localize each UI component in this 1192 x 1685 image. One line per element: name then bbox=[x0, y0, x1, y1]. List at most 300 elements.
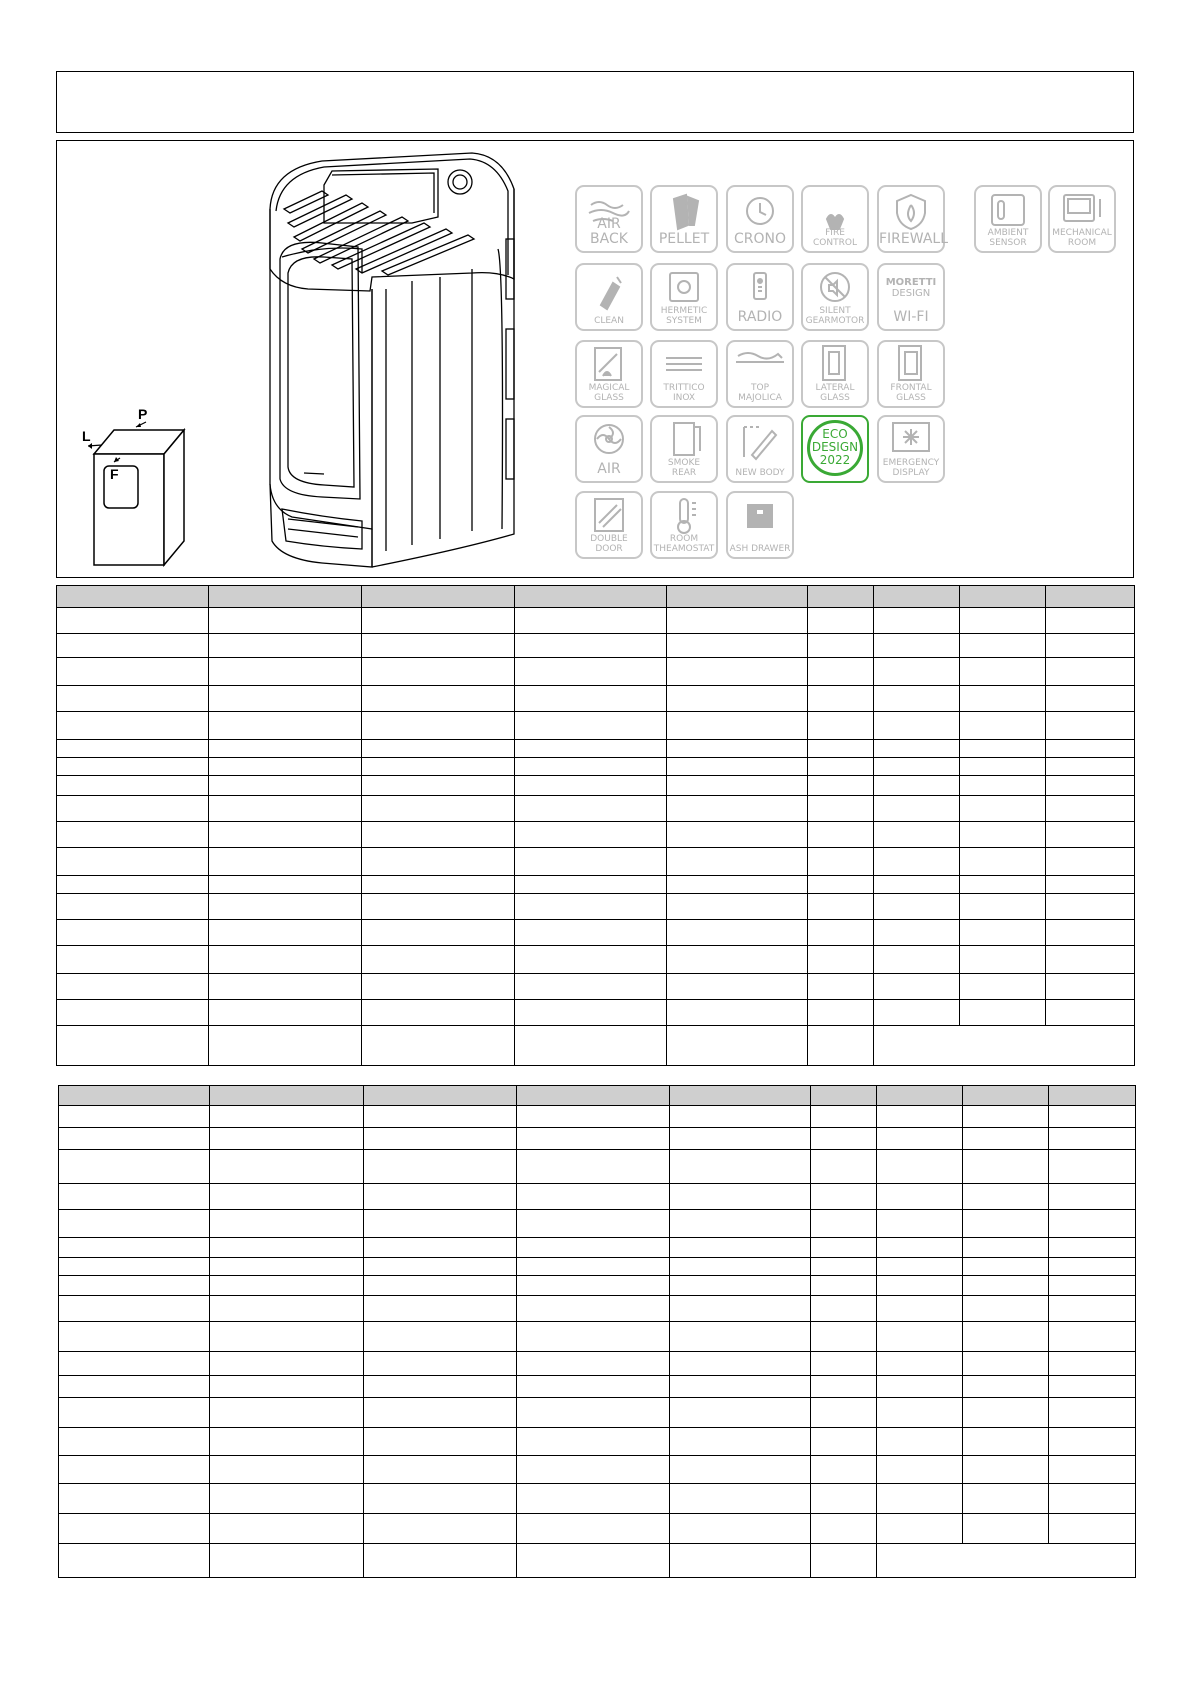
table-cell bbox=[670, 1106, 811, 1128]
tile-label: CRONO bbox=[733, 231, 786, 247]
table-cell bbox=[667, 796, 808, 822]
table-cell bbox=[57, 658, 209, 686]
table-cell bbox=[362, 848, 515, 876]
table-cell bbox=[57, 822, 209, 848]
table-cell bbox=[808, 848, 874, 876]
table-cell bbox=[517, 1376, 670, 1398]
table-cell bbox=[874, 848, 960, 876]
table-cell bbox=[811, 1184, 877, 1210]
table-cell bbox=[877, 1150, 963, 1184]
table-cell bbox=[1046, 712, 1135, 740]
table-cell bbox=[960, 822, 1046, 848]
table-cell bbox=[364, 1184, 517, 1210]
table-cell bbox=[517, 1106, 670, 1128]
table-cell bbox=[57, 848, 209, 876]
table-cell bbox=[960, 586, 1046, 608]
table-row bbox=[57, 758, 1135, 776]
table-cell bbox=[362, 1026, 515, 1066]
table-cell bbox=[1046, 608, 1135, 634]
table-cell bbox=[877, 1086, 963, 1106]
table-row bbox=[59, 1296, 1136, 1322]
table-cell bbox=[963, 1322, 1049, 1352]
tile-label: AIR bbox=[597, 461, 621, 477]
table-row bbox=[57, 776, 1135, 796]
ash-drawer-icon bbox=[726, 491, 794, 559]
table-cell bbox=[517, 1150, 670, 1184]
table-cell bbox=[670, 1428, 811, 1456]
top-majolica-icon bbox=[726, 340, 794, 408]
table-cell bbox=[670, 1484, 811, 1514]
table-cell bbox=[670, 1238, 811, 1258]
table-cell bbox=[1046, 974, 1135, 1000]
table-cell bbox=[364, 1106, 517, 1128]
table-cell bbox=[963, 1514, 1049, 1544]
table-cell bbox=[57, 876, 209, 894]
table-cell bbox=[1046, 894, 1135, 920]
tile-label: HERMETIC SYSTEM bbox=[660, 306, 708, 326]
table-cell bbox=[1046, 920, 1135, 946]
table-cell bbox=[960, 894, 1046, 920]
table-cell bbox=[59, 1484, 210, 1514]
table-cell bbox=[670, 1258, 811, 1276]
table-row bbox=[57, 712, 1135, 740]
table-cell bbox=[960, 686, 1046, 712]
table-cell bbox=[57, 946, 209, 974]
table-cell bbox=[210, 1210, 364, 1238]
table-cell bbox=[1046, 586, 1135, 608]
table-cell bbox=[210, 1398, 364, 1428]
table-cell bbox=[811, 1258, 877, 1276]
table-cell bbox=[515, 758, 667, 776]
table-cell bbox=[515, 822, 667, 848]
trittico-inox-icon bbox=[650, 340, 718, 408]
table-cell bbox=[874, 758, 960, 776]
table-cell bbox=[874, 608, 960, 634]
table-cell bbox=[364, 1514, 517, 1544]
table-cell bbox=[960, 758, 1046, 776]
table-cell bbox=[877, 1258, 963, 1276]
table-cell bbox=[808, 822, 874, 848]
table-cell bbox=[670, 1398, 811, 1428]
clean-icon bbox=[575, 263, 643, 331]
table-cell bbox=[515, 1000, 667, 1026]
table-cell bbox=[1049, 1322, 1136, 1352]
table-cell bbox=[210, 1106, 364, 1128]
table-cell bbox=[1046, 1000, 1135, 1026]
table-cell bbox=[362, 634, 515, 658]
fire-control-icon bbox=[801, 185, 869, 253]
table-cell bbox=[57, 894, 209, 920]
table-cell bbox=[362, 822, 515, 848]
table-cell bbox=[808, 974, 874, 1000]
table-cell bbox=[364, 1428, 517, 1456]
table-cell bbox=[667, 758, 808, 776]
table-cell bbox=[1049, 1086, 1136, 1106]
table-cell bbox=[210, 1276, 364, 1296]
table-cell bbox=[963, 1376, 1049, 1398]
emergency-display-icon bbox=[877, 415, 945, 483]
table-row bbox=[57, 634, 1135, 658]
table-cell bbox=[364, 1376, 517, 1398]
table-cell bbox=[1046, 686, 1135, 712]
table-cell bbox=[209, 658, 362, 686]
table-cell bbox=[808, 1000, 874, 1026]
table-cell bbox=[963, 1484, 1049, 1514]
table-cell bbox=[362, 974, 515, 1000]
table-cell bbox=[364, 1276, 517, 1296]
table-cell bbox=[811, 1514, 877, 1544]
tile-label: TOP MAJOLICA bbox=[738, 383, 782, 403]
table-cell bbox=[963, 1428, 1049, 1456]
table-cell bbox=[874, 712, 960, 740]
table-cell bbox=[210, 1238, 364, 1258]
tile-label: SILENT GEARMOTOR bbox=[805, 306, 865, 326]
table-cell bbox=[808, 740, 874, 758]
table-cell bbox=[811, 1484, 877, 1514]
table-cell bbox=[362, 608, 515, 634]
firewall-icon bbox=[877, 185, 949, 253]
table-cell bbox=[517, 1544, 670, 1578]
table-cell bbox=[364, 1128, 517, 1150]
table-row bbox=[59, 1106, 1136, 1128]
table-cell bbox=[667, 1000, 808, 1026]
table-cell bbox=[364, 1258, 517, 1276]
tile-label: ASH DRAWER bbox=[729, 544, 791, 554]
table-cell bbox=[808, 758, 874, 776]
table-cell bbox=[59, 1428, 210, 1456]
table-cell bbox=[59, 1210, 210, 1238]
table-cell bbox=[57, 686, 209, 712]
table-row bbox=[59, 1238, 1136, 1258]
tile-label: LATERAL GLASS bbox=[815, 383, 855, 403]
table-cell bbox=[960, 876, 1046, 894]
table-row bbox=[57, 608, 1135, 634]
table-cell bbox=[1049, 1258, 1136, 1276]
table-cell bbox=[808, 876, 874, 894]
air-icon bbox=[575, 415, 643, 483]
table-cell bbox=[362, 876, 515, 894]
table-cell bbox=[670, 1184, 811, 1210]
table-cell bbox=[59, 1128, 210, 1150]
table-cell bbox=[59, 1184, 210, 1210]
table-cell bbox=[210, 1352, 364, 1376]
silent-gearmotor-icon bbox=[801, 263, 869, 331]
table-cell bbox=[209, 920, 362, 946]
table-cell bbox=[362, 796, 515, 822]
table-cell bbox=[59, 1086, 210, 1106]
mechanical-room-icon bbox=[1048, 185, 1116, 253]
smoke-rear-icon bbox=[650, 415, 718, 483]
table-cell bbox=[57, 776, 209, 796]
table-cell bbox=[210, 1322, 364, 1352]
table-cell bbox=[808, 634, 874, 658]
table-cell bbox=[877, 1210, 963, 1238]
table-cell bbox=[515, 586, 667, 608]
table-cell bbox=[670, 1544, 811, 1578]
table-row bbox=[59, 1150, 1136, 1184]
table-row bbox=[59, 1184, 1136, 1210]
table-cell bbox=[364, 1238, 517, 1258]
table-cell bbox=[1046, 796, 1135, 822]
table-cell bbox=[210, 1184, 364, 1210]
table-cell bbox=[362, 758, 515, 776]
tile-label: WI-FI bbox=[893, 309, 929, 325]
table-cell bbox=[364, 1210, 517, 1238]
table-cell bbox=[362, 740, 515, 758]
table-cell bbox=[515, 740, 667, 758]
table-row bbox=[57, 686, 1135, 712]
table-cell bbox=[362, 586, 515, 608]
table-cell bbox=[874, 1026, 1135, 1066]
spec-table-1 bbox=[56, 585, 1135, 1066]
table-row bbox=[57, 974, 1135, 1000]
table-cell bbox=[670, 1128, 811, 1150]
table-row bbox=[59, 1322, 1136, 1352]
tile-label: ROOM THEAMOSTAT bbox=[653, 534, 715, 554]
table-cell bbox=[59, 1322, 210, 1352]
table-cell bbox=[963, 1086, 1049, 1106]
table-cell bbox=[210, 1086, 364, 1106]
table-cell bbox=[1049, 1484, 1136, 1514]
table-cell bbox=[963, 1352, 1049, 1376]
table-cell bbox=[517, 1258, 670, 1276]
table-cell bbox=[59, 1150, 210, 1184]
table-cell bbox=[874, 920, 960, 946]
radio-icon bbox=[726, 263, 794, 331]
table-cell bbox=[209, 974, 362, 1000]
table-cell bbox=[874, 634, 960, 658]
table-cell bbox=[209, 634, 362, 658]
table-cell bbox=[1046, 758, 1135, 776]
table-cell bbox=[362, 712, 515, 740]
table-header-row bbox=[57, 586, 1135, 608]
tile-label: FIREWALL bbox=[879, 231, 949, 247]
table-row bbox=[57, 796, 1135, 822]
table-cell bbox=[670, 1296, 811, 1322]
table-cell bbox=[57, 920, 209, 946]
table-cell bbox=[963, 1398, 1049, 1428]
table-cell bbox=[209, 796, 362, 822]
table-cell bbox=[874, 946, 960, 974]
table-cell bbox=[667, 658, 808, 686]
table-cell bbox=[808, 658, 874, 686]
table-cell bbox=[515, 658, 667, 686]
table-cell bbox=[517, 1428, 670, 1456]
table-cell bbox=[210, 1428, 364, 1456]
table-cell bbox=[57, 586, 209, 608]
table-row bbox=[57, 946, 1135, 974]
table-cell bbox=[874, 686, 960, 712]
table-cell bbox=[517, 1210, 670, 1238]
table-cell bbox=[210, 1456, 364, 1484]
table-cell bbox=[960, 946, 1046, 974]
table-cell bbox=[811, 1376, 877, 1398]
table-cell bbox=[57, 974, 209, 1000]
table-cell bbox=[811, 1322, 877, 1352]
table-cell bbox=[963, 1296, 1049, 1322]
table-cell bbox=[59, 1398, 210, 1428]
table-cell bbox=[517, 1276, 670, 1296]
table-cell bbox=[877, 1376, 963, 1398]
table-cell bbox=[1046, 822, 1135, 848]
tile-label: CLEAN bbox=[594, 316, 624, 326]
table-cell bbox=[960, 740, 1046, 758]
table-row bbox=[57, 1026, 1135, 1066]
table-cell bbox=[59, 1456, 210, 1484]
table-cell bbox=[811, 1276, 877, 1296]
table-cell bbox=[667, 848, 808, 876]
table-cell bbox=[517, 1296, 670, 1322]
table-cell bbox=[209, 758, 362, 776]
table-cell bbox=[1049, 1210, 1136, 1238]
table-cell bbox=[209, 686, 362, 712]
ambient-sensor-icon bbox=[974, 185, 1042, 253]
table-cell bbox=[877, 1514, 963, 1544]
table-cell bbox=[362, 776, 515, 796]
table-cell bbox=[874, 822, 960, 848]
table-cell bbox=[515, 946, 667, 974]
table-cell bbox=[874, 1000, 960, 1026]
table-cell bbox=[877, 1398, 963, 1428]
table-cell bbox=[364, 1296, 517, 1322]
frontal-glass-icon bbox=[877, 340, 945, 408]
table-cell bbox=[963, 1258, 1049, 1276]
table-cell bbox=[59, 1258, 210, 1276]
table-cell bbox=[57, 608, 209, 634]
table-cell bbox=[209, 876, 362, 894]
table-cell bbox=[811, 1150, 877, 1184]
table-cell bbox=[670, 1276, 811, 1296]
table-cell bbox=[808, 608, 874, 634]
tile-label: PELLET bbox=[658, 231, 710, 247]
table-cell bbox=[667, 894, 808, 920]
new-body-icon bbox=[726, 415, 794, 483]
table-cell bbox=[517, 1184, 670, 1210]
table-cell bbox=[670, 1514, 811, 1544]
table-cell bbox=[808, 712, 874, 740]
table-cell bbox=[874, 876, 960, 894]
table-cell bbox=[515, 634, 667, 658]
table-cell bbox=[364, 1086, 517, 1106]
wifi-icon bbox=[877, 263, 945, 331]
table-cell bbox=[210, 1544, 364, 1578]
table-cell bbox=[210, 1150, 364, 1184]
table-cell bbox=[1049, 1276, 1136, 1296]
table-cell bbox=[811, 1296, 877, 1322]
table-cell bbox=[515, 686, 667, 712]
air-back-icon bbox=[575, 185, 643, 253]
table-cell bbox=[59, 1376, 210, 1398]
table-cell bbox=[515, 712, 667, 740]
table-cell bbox=[960, 920, 1046, 946]
table-cell bbox=[667, 946, 808, 974]
product-figure-panel bbox=[56, 140, 1134, 578]
table-cell bbox=[209, 608, 362, 634]
table-cell bbox=[811, 1544, 877, 1578]
table-cell bbox=[963, 1238, 1049, 1258]
table-row bbox=[57, 876, 1135, 894]
table-cell bbox=[364, 1352, 517, 1376]
table-cell bbox=[811, 1398, 877, 1428]
table-cell bbox=[1046, 634, 1135, 658]
tile-label: MAGICAL GLASS bbox=[588, 383, 630, 403]
table-cell bbox=[364, 1544, 517, 1578]
table-row bbox=[57, 822, 1135, 848]
table-cell bbox=[362, 658, 515, 686]
table-cell bbox=[877, 1428, 963, 1456]
table-row bbox=[57, 740, 1135, 758]
tile-label: ECO DESIGN 2022 bbox=[811, 427, 859, 467]
table-cell bbox=[362, 686, 515, 712]
table-cell bbox=[811, 1238, 877, 1258]
table-cell bbox=[57, 712, 209, 740]
tile-label: AMBIENT SENSOR bbox=[987, 228, 1029, 248]
table-cell bbox=[811, 1456, 877, 1484]
table-row bbox=[59, 1456, 1136, 1484]
table-cell bbox=[210, 1376, 364, 1398]
depth-label: P bbox=[138, 406, 148, 422]
table-cell bbox=[963, 1184, 1049, 1210]
table-cell bbox=[667, 740, 808, 758]
table-cell bbox=[960, 608, 1046, 634]
table-cell bbox=[515, 848, 667, 876]
table-cell bbox=[667, 686, 808, 712]
table-cell bbox=[1049, 1296, 1136, 1322]
table-cell bbox=[1049, 1150, 1136, 1184]
tile-label: FRONTAL GLASS bbox=[890, 383, 932, 403]
table-cell bbox=[808, 920, 874, 946]
table-cell bbox=[963, 1456, 1049, 1484]
table-cell bbox=[667, 974, 808, 1000]
table-cell bbox=[517, 1128, 670, 1150]
tile-label: RADIO bbox=[737, 309, 783, 325]
table-cell bbox=[963, 1276, 1049, 1296]
table-cell bbox=[811, 1352, 877, 1376]
table-cell bbox=[963, 1128, 1049, 1150]
table-cell bbox=[364, 1456, 517, 1484]
table-cell bbox=[364, 1150, 517, 1184]
table-cell bbox=[808, 586, 874, 608]
table-cell bbox=[1046, 876, 1135, 894]
table-cell bbox=[667, 876, 808, 894]
table-cell bbox=[59, 1238, 210, 1258]
table-row bbox=[57, 848, 1135, 876]
table-cell bbox=[667, 920, 808, 946]
table-cell bbox=[874, 974, 960, 1000]
hermetic-system-icon bbox=[650, 263, 718, 331]
table-cell bbox=[57, 1000, 209, 1026]
table-cell bbox=[670, 1150, 811, 1184]
table-cell bbox=[1049, 1376, 1136, 1398]
table-cell bbox=[670, 1322, 811, 1352]
table-cell bbox=[59, 1514, 210, 1544]
table-cell bbox=[362, 1000, 515, 1026]
table-cell bbox=[877, 1456, 963, 1484]
table-cell bbox=[667, 608, 808, 634]
table-cell bbox=[59, 1106, 210, 1128]
table-cell bbox=[1049, 1456, 1136, 1484]
tile-label: SMOKE REAR bbox=[667, 458, 701, 478]
table-cell bbox=[1049, 1514, 1136, 1544]
table-cell bbox=[667, 1026, 808, 1066]
table-cell bbox=[209, 586, 362, 608]
feature-icon-grid bbox=[57, 141, 1133, 577]
table-cell bbox=[209, 946, 362, 974]
table-cell bbox=[1046, 946, 1135, 974]
table-cell bbox=[362, 920, 515, 946]
table-cell bbox=[57, 1026, 209, 1066]
table-cell bbox=[517, 1352, 670, 1376]
